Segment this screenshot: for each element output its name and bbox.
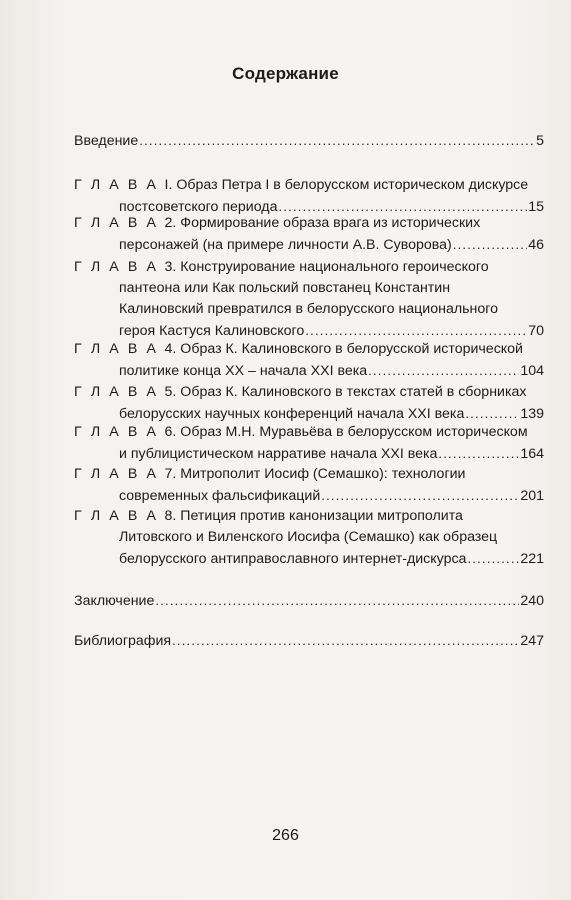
toc-entry-chapter-8[interactable]: [74, 506, 544, 570]
toc-page-number: 164: [520, 446, 544, 462]
toc-page-number: 221: [520, 551, 544, 567]
chapter-title-line: и публицистическом нарративе начала XXI века: [119, 446, 438, 462]
chapter-title-line: Литовского и Виленского Иосифа (Семашко) как образец: [119, 529, 498, 545]
toc-entry-label: Заключение: [74, 593, 155, 609]
toc-entry-bibliography[interactable]: [74, 630, 544, 652]
toc-page-number: 247: [520, 633, 544, 649]
dot-leader: [368, 360, 519, 382]
dot-leader: [467, 548, 519, 570]
chapter-title-line: 2. Формирование образа врага из исторических: [164, 215, 481, 231]
chapter-prefix: Г Л А В А: [74, 466, 159, 482]
toc-page-number: 15: [528, 199, 544, 215]
dot-leader: [172, 630, 519, 652]
dot-leader: [453, 234, 527, 256]
toc-entry-conclusion[interactable]: [74, 590, 544, 612]
chapter-title-line: 6. Образ М.Н. Муравьёва в белорусском историческом: [164, 424, 528, 440]
chapter-title-line: современных фальсификаций: [119, 488, 321, 504]
toc-entry-intro[interactable]: [74, 130, 544, 152]
chapter-title-line: постсоветского периода: [119, 199, 278, 215]
chapter-prefix: Г Л А В А: [74, 508, 159, 524]
toc-entry-chapter-3[interactable]: [74, 257, 544, 342]
chapter-title-line: белорусского антиправославного интернет-дискурса: [119, 551, 467, 567]
toc-entry-chapter-7[interactable]: [74, 464, 544, 507]
chapter-title-line: I. Образ Петра I в белорусском историческом дискурсе: [164, 177, 529, 193]
page-title: Содержание: [232, 64, 339, 83]
toc-page-number: 104: [520, 363, 544, 379]
chapter-title-line: белорусских научных конференций начала XXI века: [119, 406, 465, 422]
chapter-title-line: политике конца XX – начала XXI века: [119, 363, 368, 379]
toc-page-number: 201: [520, 488, 544, 504]
toc-page-number: 5: [536, 133, 544, 149]
toc-page-number: 70: [528, 323, 544, 339]
dot-leader: [438, 443, 519, 465]
chapter-title-line: 7. Митрополит Иосиф (Семашко): технологии: [164, 466, 466, 482]
chapter-prefix: Г Л А В А: [74, 341, 159, 357]
toc-entry-chapter-6[interactable]: [74, 422, 544, 465]
toc-page-number: 139: [520, 406, 544, 422]
toc-entry-chapter-1[interactable]: [74, 175, 544, 218]
chapter-title-line: 5. Образ К. Калиновского в текстах статей в сборниках: [164, 384, 527, 400]
toc-entry-label: Библиография: [74, 633, 172, 649]
chapter-title-line: 8. Петиция против канонизации митрополита: [164, 508, 463, 524]
chapter-prefix: Г Л А В А: [74, 384, 159, 400]
chapter-prefix: Г Л А В А: [74, 424, 159, 440]
toc-page-number: 240: [520, 593, 544, 609]
chapter-prefix: Г Л А В А: [74, 215, 159, 231]
chapter-title-line: 3. Конструирование национального героического: [164, 259, 489, 275]
chapter-prefix: Г Л А В А: [74, 259, 159, 275]
chapter-title-line: персонажей (на примере личности А.В. Суворова): [119, 237, 452, 253]
chapter-prefix: Г Л А В А: [74, 177, 159, 193]
toc-entry-chapter-5[interactable]: [74, 382, 544, 425]
dot-leader: [155, 590, 519, 612]
dot-leader: [139, 130, 535, 152]
chapter-title-line: 4. Образ К. Калиновского в белорусской исторической: [164, 341, 523, 357]
toc-entry-chapter-4[interactable]: [74, 339, 544, 382]
toc-entry-label: Введение: [74, 133, 139, 149]
toc-page-number: 46: [528, 237, 544, 253]
dot-leader: [321, 485, 519, 507]
toc-entry-chapter-2[interactable]: [74, 213, 544, 256]
page-number: 266: [272, 827, 299, 844]
chapter-title-line: Калиновский превратился в белорусского национального: [119, 301, 498, 317]
chapter-title-line: героя Кастуся Калиновского: [119, 323, 305, 339]
chapter-title-line: пантеона или Как польский повстанец Константин: [119, 280, 451, 296]
